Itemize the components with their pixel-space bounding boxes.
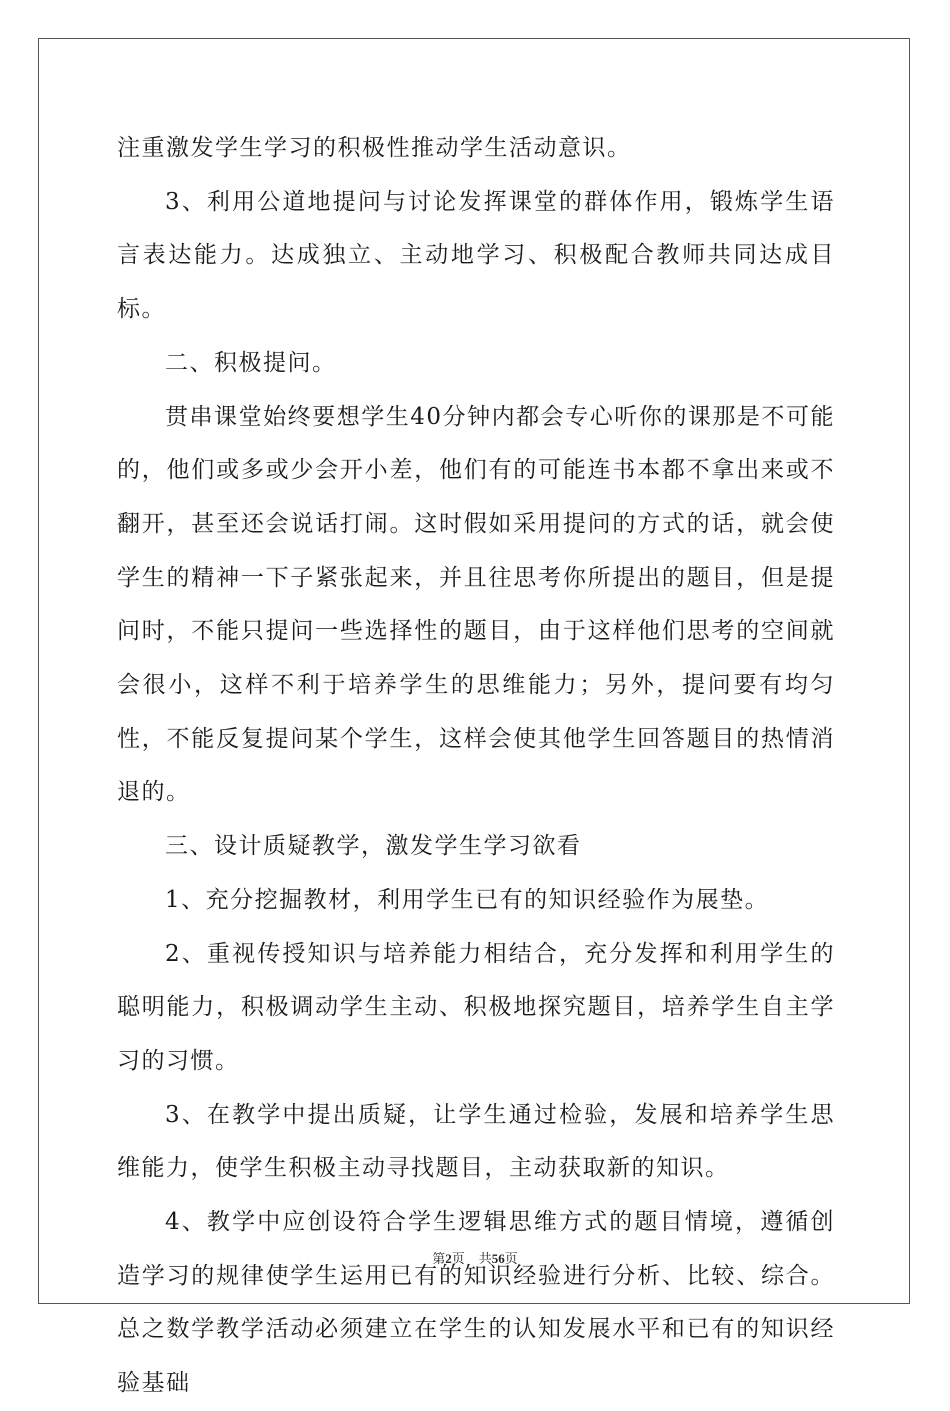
section-heading: 二、积极提问。 — [165, 349, 337, 376]
total-suffix: 页 — [504, 1251, 518, 1266]
total-pages-number: 56 — [491, 1251, 505, 1266]
page-footer — [0, 1248, 950, 1267]
current-page-number: 2 — [445, 1251, 452, 1266]
list-item: 3、在教学中提出质疑，让学生通过检验，发展和培养学生思维能力，使学生积极主动寻找题目，主动获取新的知识。 — [117, 1101, 835, 1182]
document-body — [117, 122, 835, 1411]
list-item: 2、重视传授知识与培养能力相结合，充分发挥和利用学生的聪明能力，积极调动学生主动、积极地探究题目，培养学生自主学习的习惯。 — [117, 940, 835, 1074]
page-prefix: 第 — [432, 1251, 446, 1266]
total-prefix: 共 — [478, 1251, 492, 1266]
paragraph: 贯串课堂始终要想学生40分钟内都会专心听你的课那是不可能的，他们或多或少会开小差，他们有的可能连书本都不拿出来或不翻开，甚至还会说话打闹。这时假如采用提问的方式的话，就会使学生的精神一下子紧张起来，并且往思考你所提出的题目，但是提问时，不能只提问一些选择性的题目，由于这样他们思考的空间就会很小，这样不利于培养学生的思维能力；另外，提问要有均匀性，不能反复提问某个学生，这样会使其他学生回答题目的热情消退的。 — [117, 403, 835, 806]
paragraph: 注重激发学生学习的积极性推动学生活动意识。 — [117, 135, 632, 161]
page-suffix: 页 — [451, 1251, 465, 1266]
paragraph: 3、利用公道地提问与讨论发挥课堂的群体作用，锻炼学生语言表达能力。达成独立、主动地学习、积极配合教师共同达成目标。 — [117, 188, 835, 323]
section-heading: 三、设计质疑教学，激发学生学习欲看 — [165, 833, 582, 860]
list-item: 1、充分挖掘教材，利用学生已有的知识经验作为展垫。 — [165, 886, 770, 913]
list-item: 4、教学中应创设符合学生逻辑思维方式的题目情境，遵循创造学习的规律使学生运用已有的知识经验进行分析、比较、综合。总之数学教学活动必须建立在学生的认知发展水平和已有的知识经验基础 — [117, 1209, 835, 1397]
